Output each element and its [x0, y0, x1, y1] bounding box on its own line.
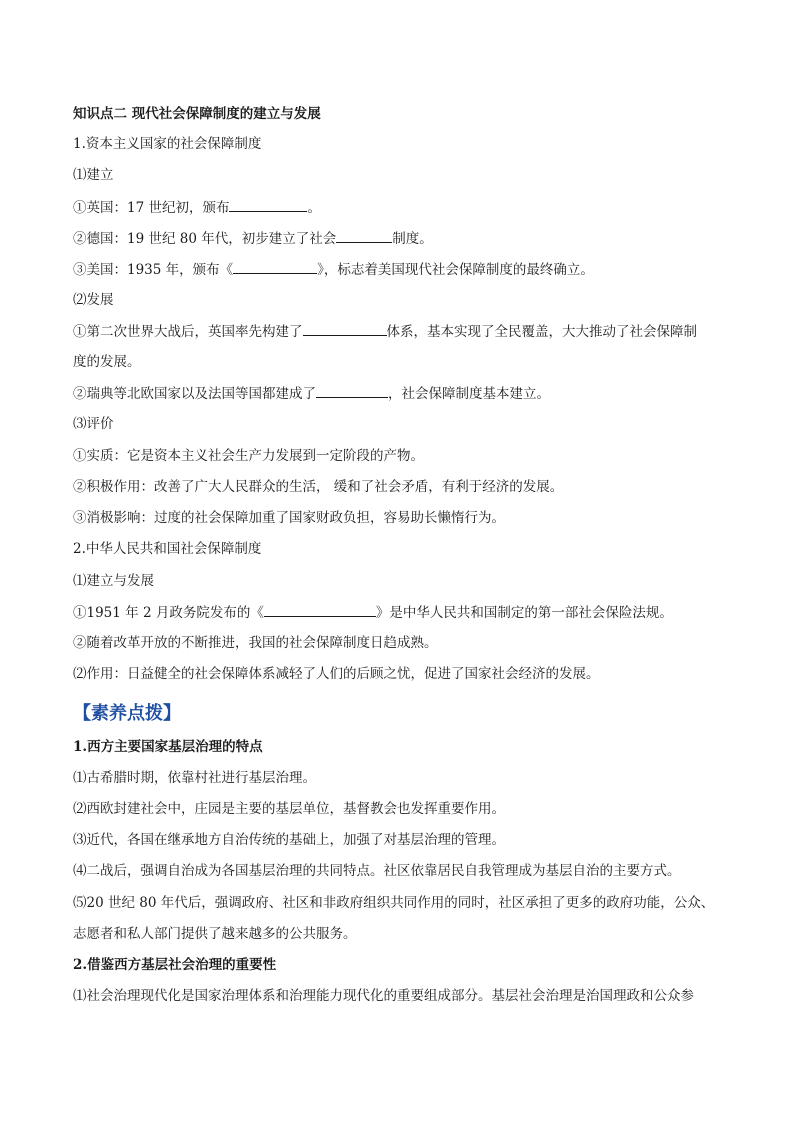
line-postwar-britain: ①第二次世界大战后，英国率先构建了 体系，基本实现了全民覆盖，大大推动了社会保障制 [73, 321, 697, 342]
fill-blank-usa[interactable] [233, 259, 317, 274]
line-germany: ②德国：19 世纪 80 年代，初步建立了社会 制度。 [73, 228, 433, 249]
topic-title-importance: 2.借鉴西方基层社会治理的重要性 [73, 957, 277, 973]
line-postwar-continued: 度的发展。 [73, 354, 141, 370]
subsection-title-prc: 2.中华人民共和国社会保障制度 [73, 541, 262, 557]
line-function: ⑵作用：日益健全的社会保障体系减轻了人们的后顾之忧，促进了国家社会经济的发展。 [73, 666, 600, 682]
topic-title-western-features: 1.西方主要国家基层治理的特点 [73, 739, 263, 755]
fill-blank-welfare[interactable] [303, 321, 387, 336]
line-essence: ①实质：它是资本主义社会生产力发展到一定阶段的产物。 [73, 448, 424, 464]
line-nordic: ②瑞典等北欧国家以及法国等国都建成了 ，社会保障制度基本建立。 [73, 383, 550, 404]
item-establish: ⑴建立 [73, 167, 114, 183]
point-1980s: ⑸20 世纪 80 年代后，强调政府、社区和非政府组织共同作用的同时，社区承担了更多的政府功能，公众、 [73, 895, 715, 911]
point-modernization: ⑴社会治理现代化是国家治理体系和治理能力现代化的重要组成部分。基层社会治理是治国理政和公众参 [73, 988, 694, 1004]
fill-blank-britain[interactable] [229, 197, 307, 212]
line-reform: ②随着改革开放的不断推进，我国的社会保障制度日趋成熟。 [73, 635, 438, 651]
line-britain: ①英国：17 世纪初，颁布 。 [73, 197, 321, 218]
point-greece: ⑴古希腊时期，依靠村社进行基层治理。 [73, 770, 316, 786]
point-modern: ⑶近代，各国在继承地方自治传统的基础上，加强了对基层治理的管理。 [73, 832, 505, 848]
point-postwar: ⑷二战后，强调自治成为各国基层治理的共同特点。社区依靠居民自我管理成为基层自治的主要方式。 [73, 863, 681, 879]
item-evaluation: ⑶评价 [73, 416, 114, 432]
item-prc-establish: ⑴建立与发展 [73, 573, 154, 589]
section-title-literacy: 【素养点拨】 [73, 703, 181, 724]
line-negative: ③消极影响：过度的社会保障加重了国家财政负担，容易助长懒惰行为。 [73, 510, 505, 526]
point-feudal: ⑵西欧封建社会中，庄园是主要的基层单位，基督教会也发挥重要作用。 [73, 801, 505, 817]
point-1980s-continued: 志愿者和私人部门提供了越来越多的公共服务。 [73, 926, 357, 942]
fill-blank-1951[interactable] [264, 602, 376, 617]
line-1951: ①1951 年 2 月政务院发布的《 》是中华人民共和国制定的第一部社会保险法规。 [73, 602, 673, 623]
fill-blank-nordic[interactable] [316, 383, 388, 398]
subsection-title-capitalist: 1.资本主义国家的社会保障制度 [73, 136, 262, 152]
knowledge-point-heading: 知识点二 现代社会保障制度的建立与发展 [73, 106, 321, 122]
fill-blank-germany[interactable] [336, 228, 392, 243]
line-positive: ②积极作用：改善了广大人民群众的生活， 缓和了社会矛盾，有利于经济的发展。 [73, 479, 564, 495]
line-usa: ③美国：1935 年，颁布《 》，标志着美国现代社会保障制度的最终确立。 [73, 259, 594, 280]
item-development: ⑵发展 [73, 292, 114, 308]
